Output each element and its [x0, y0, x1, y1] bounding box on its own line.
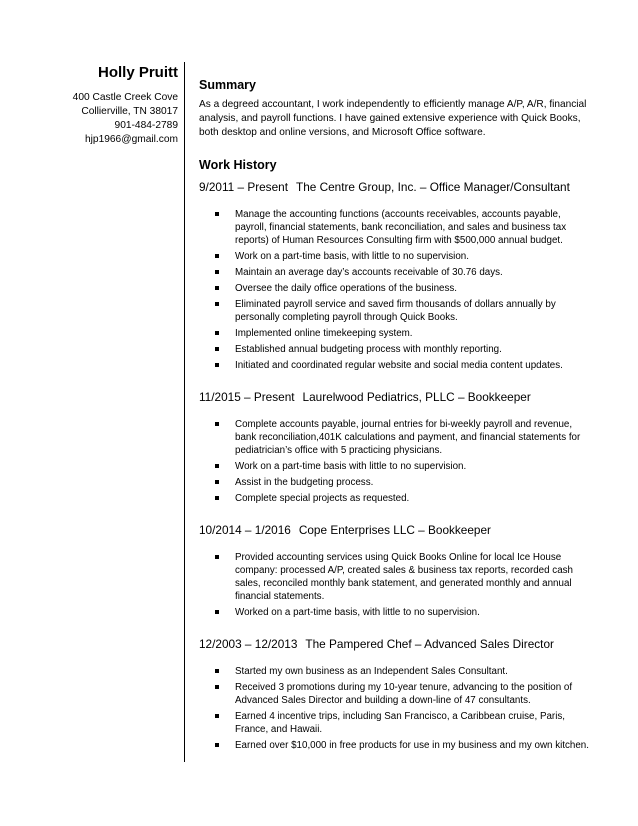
- job-bullet-text: Provided accounting services using Quick Books Online for local Ice House company: processed A/P, created sales & business tax reports, recorded cash sales, reconciled monthly bank statement, and generated monthly and annual financial statements.: [235, 552, 573, 602]
- job-bullet-list: [199, 665, 589, 752]
- job-bullet-list: [199, 418, 589, 505]
- square-bullet-icon: [215, 464, 219, 468]
- job-bullet-item: [199, 710, 589, 736]
- job-bullet-text: Received 3 promotions during my 10-year tenure, advancing to the position of Advanced Sales Director and building a down-line of 47 consultants.: [235, 682, 573, 706]
- job-company-title: The Pampered Chef – Advanced Sales Director: [305, 637, 554, 651]
- square-bullet-icon: [215, 270, 219, 274]
- square-bullet-icon: [215, 555, 219, 559]
- square-bullet-icon: [215, 714, 219, 718]
- job-bullet-text: Implemented online timekeeping system.: [235, 328, 413, 339]
- square-bullet-icon: [215, 422, 219, 426]
- address-line-1: 400 Castle Creek Cove: [72, 92, 178, 103]
- job-bullet-item: [199, 460, 589, 473]
- job-bullet-text: Oversee the daily office operations of the business.: [235, 283, 458, 294]
- job-bullet-text: Manage the accounting functions (accounts receivables, accounts payable, payroll, financial statements, bank reconciliation, and sales and business tax reports) of Human Resources Consulting firm with $500,000 annual budget.: [235, 209, 567, 246]
- job-bullet-item: [199, 327, 589, 340]
- job-dates: 12/2003 – 12/2013: [199, 637, 298, 651]
- job-entry: [199, 390, 589, 505]
- job-bullet-list: [199, 551, 589, 619]
- square-bullet-icon: [215, 669, 219, 673]
- divider-line: [184, 62, 185, 762]
- candidate-name: Holly Pruitt: [97, 64, 178, 81]
- square-bullet-icon: [215, 743, 219, 747]
- address-line-2: Collierville, TN 38017: [81, 106, 178, 117]
- work-history-heading: Work History: [199, 158, 277, 172]
- job-bullet-item: [199, 208, 589, 247]
- job-bullet-item: [199, 282, 589, 295]
- job-bullet-item: [199, 418, 589, 457]
- job-company-title: Cope Enterprises LLC – Bookkeeper: [298, 523, 491, 537]
- square-bullet-icon: [215, 363, 219, 367]
- square-bullet-icon: [215, 480, 219, 484]
- job-header: [199, 180, 589, 194]
- job-header: [199, 637, 589, 651]
- job-bullet-item: [199, 250, 589, 263]
- square-bullet-icon: [215, 496, 219, 500]
- job-dates: 10/2014 – 1/2016: [199, 523, 291, 537]
- job-bullet-text: Maintain an average day’s accounts receivable of 30.76 days.: [235, 267, 503, 278]
- job-bullet-item: [199, 606, 589, 619]
- job-bullet-item: [199, 266, 589, 279]
- job-bullet-list: [199, 208, 589, 372]
- job-entry: [199, 637, 589, 752]
- job-bullet-text: Established annual budgeting process with monthly reporting.: [235, 344, 502, 355]
- phone-number: 901-484-2789: [114, 120, 178, 131]
- job-company-title: Laurelwood Pediatrics, PLLC – Bookkeeper: [302, 390, 531, 404]
- job-bullet-text: Complete special projects as requested.: [235, 493, 410, 504]
- square-bullet-icon: [215, 286, 219, 290]
- job-bullet-item: [199, 343, 589, 356]
- job-entry: [199, 180, 589, 372]
- job-bullet-text: Started my own business as an Independent Sales Consultant.: [235, 666, 508, 677]
- job-bullet-text: Assist in the budgeting process.: [235, 477, 374, 488]
- job-bullet-item: [199, 298, 589, 324]
- job-bullet-item: [199, 359, 589, 372]
- job-bullet-text: Eliminated payroll service and saved firm thousands of dollars annually by personally completing payroll through Quick Books.: [235, 299, 556, 323]
- job-bullet-item: [199, 476, 589, 489]
- job-header: [199, 523, 589, 537]
- job-dates: 11/2015 – Present: [199, 390, 295, 404]
- job-bullet-item: [199, 665, 589, 678]
- square-bullet-icon: [215, 302, 219, 306]
- job-bullet-text: Earned 4 incentive trips, including San Francisco, a Caribbean cruise, Paris, France, and Hawaii.: [235, 711, 565, 735]
- job-bullet-item: [199, 551, 589, 603]
- job-company-title: The Centre Group, Inc. – Office Manager/Consultant: [295, 180, 570, 194]
- job-bullet-item: [199, 492, 589, 505]
- job-list: [199, 180, 589, 752]
- contact-sidebar: [40, 60, 178, 147]
- job-bullet-item: [199, 681, 589, 707]
- job-bullet-text: Complete accounts payable, journal entries for bi-weekly payroll and revenue, bank reconciliation,401K calculations and payment, and financial statements for pediatrician’s office with 5 practicing physicians.: [235, 419, 581, 456]
- job-bullet-text: Worked on a part-time basis, with little to no supervision.: [235, 607, 480, 618]
- job-bullet-item: [199, 739, 589, 752]
- job-bullet-text: Work on a part-time basis, with little to no supervision.: [235, 251, 469, 262]
- job-bullet-text: Earned over $10,000 in free products for use in my business and my own kitchen.: [235, 740, 589, 751]
- square-bullet-icon: [215, 254, 219, 258]
- square-bullet-icon: [215, 347, 219, 351]
- job-bullet-text: Initiated and coordinated regular website and social media content updates.: [235, 360, 563, 371]
- resume-main: [199, 60, 589, 770]
- square-bullet-icon: [215, 212, 219, 216]
- job-header: [199, 390, 589, 404]
- email-address: hjp1966@gmail.com: [84, 134, 178, 145]
- job-entry: [199, 523, 589, 619]
- square-bullet-icon: [215, 685, 219, 689]
- square-bullet-icon: [215, 610, 219, 614]
- job-dates: 9/2011 – Present: [199, 180, 288, 194]
- square-bullet-icon: [215, 331, 219, 335]
- job-bullet-text: Work on a part-time basis with little to no supervision.: [235, 461, 467, 472]
- summary-heading: Summary: [199, 78, 256, 92]
- summary-text: As a degreed accountant, I work independently to efficiently manage A/P, A/R, financial analysis, and payroll functions. I have gained extensive experience with Quick Books, both desktop and online versions, and Microsoft Office software.: [199, 99, 587, 138]
